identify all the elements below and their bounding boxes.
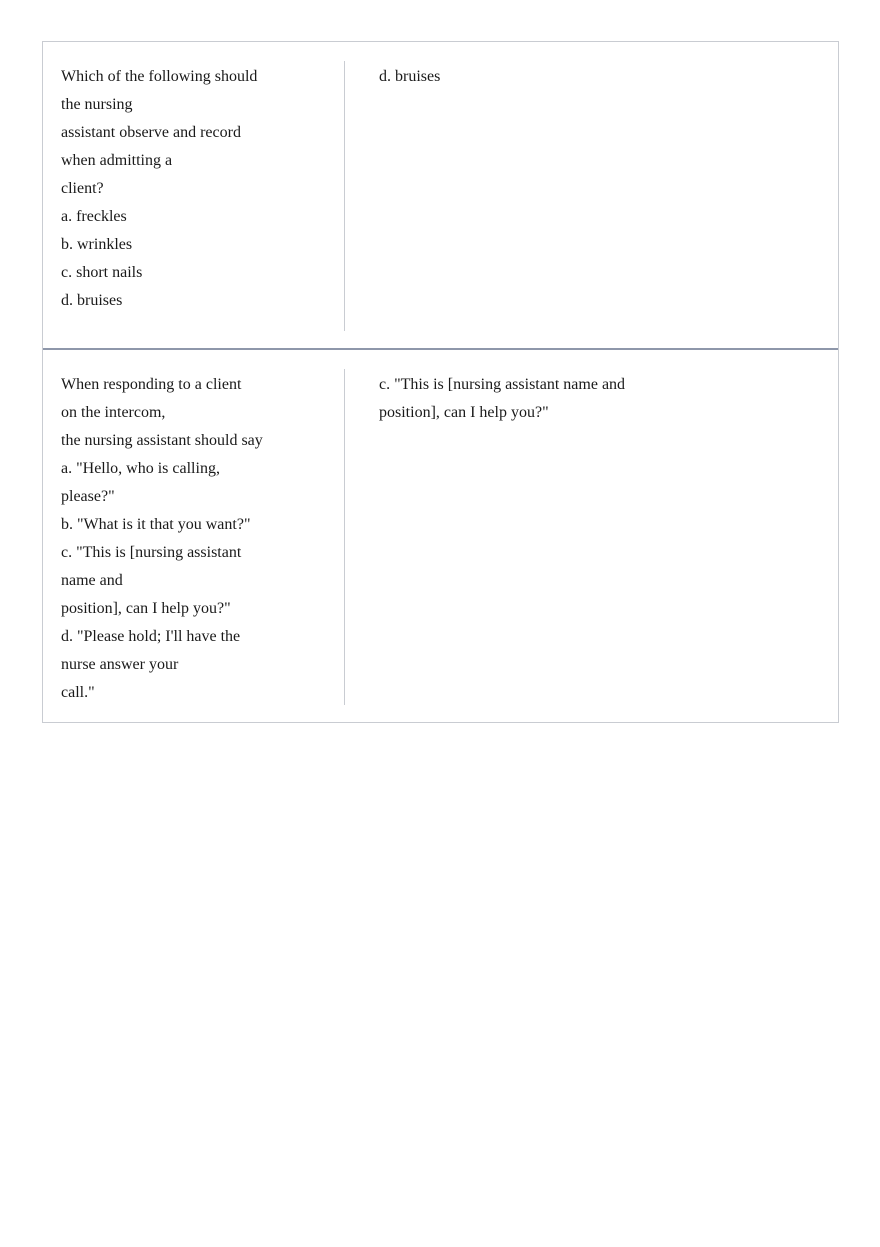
term-line: name and [61, 572, 123, 589]
term-line: call." [61, 684, 95, 701]
term-line: the nursing [61, 96, 133, 113]
term-line: When responding to a client [61, 376, 242, 393]
term-line: b. wrinkles [61, 236, 133, 253]
term-line: please?" [61, 488, 115, 505]
term-line: Which of the following should [61, 68, 258, 85]
term-line: d. bruises [61, 292, 123, 309]
term-line: on the intercom, [61, 404, 166, 421]
term-line: assistant observe and record [61, 124, 241, 141]
column-divider [344, 369, 345, 705]
flashcard-sheet [42, 41, 839, 723]
term-line: a. freckles [61, 208, 127, 225]
term-line: c. short nails [61, 264, 143, 281]
term-line: b. "What is it that you want?" [61, 516, 251, 533]
term-line: client? [61, 180, 104, 197]
term-line: d. "Please hold; I'll have the [61, 628, 241, 645]
term-line: nurse answer your [61, 656, 179, 673]
flashcard [43, 42, 838, 350]
term-line: a. "Hello, who is calling, [61, 460, 220, 477]
definition-line: d. bruises [379, 68, 441, 85]
term-line: the nursing assistant should say [61, 432, 263, 449]
flashcard [43, 350, 838, 722]
term-line: position], can I help you?" [61, 600, 231, 617]
card-term [61, 371, 321, 707]
card-definition [379, 63, 679, 91]
definition-line: c. "This is [nursing assistant name and [379, 376, 626, 393]
column-divider [344, 61, 345, 331]
definition-line: position], can I help you?" [379, 404, 549, 421]
card-term [61, 63, 321, 315]
term-line: when admitting a [61, 152, 173, 169]
term-line: c. "This is [nursing assistant [61, 544, 242, 561]
card-definition [379, 371, 679, 427]
